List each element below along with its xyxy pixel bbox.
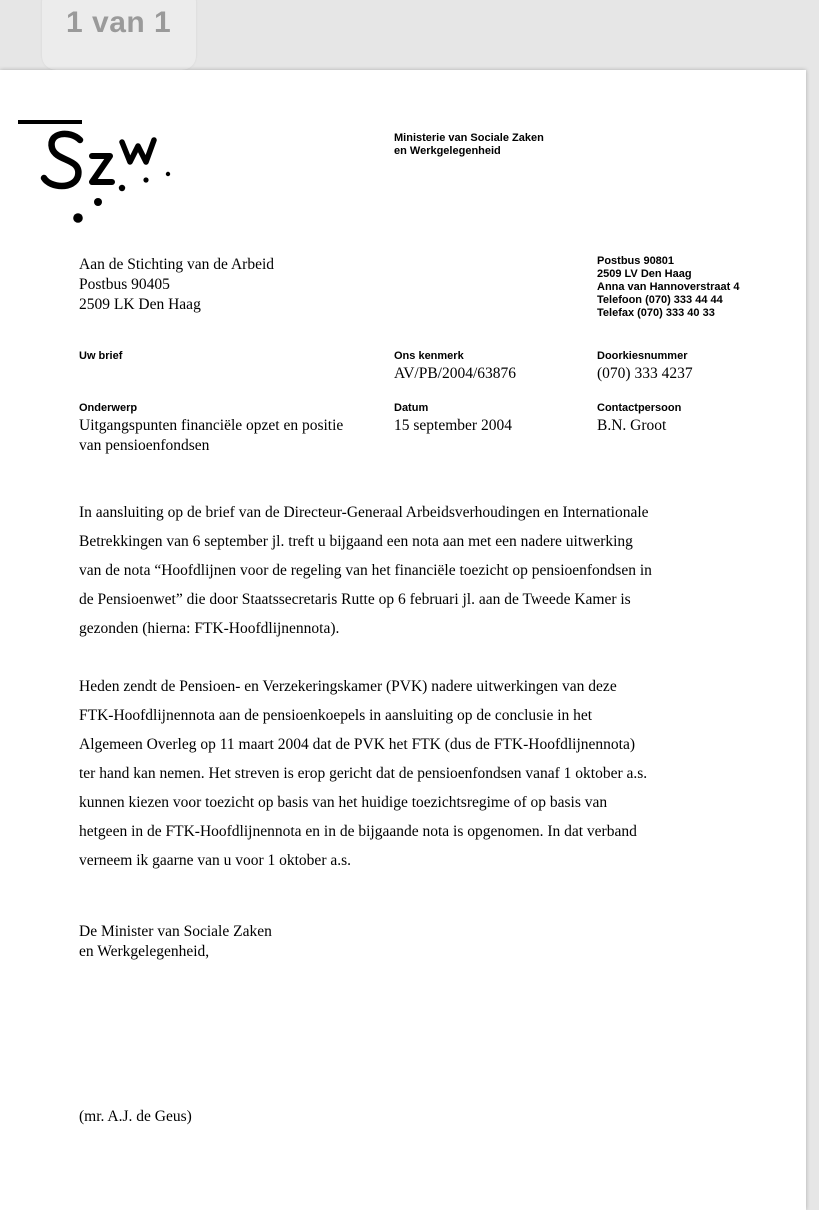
ons-kenmerk-label: Ons kenmerk <box>394 350 464 362</box>
letter-page <box>0 70 806 1210</box>
body-line: verneem ik gaarne van u voor 1 oktober a.s. <box>79 852 352 869</box>
sender-line: Telefoon (070) 333 44 44 <box>597 294 723 306</box>
doorkiesnummer-value: (070) 333 4237 <box>597 365 693 382</box>
sender-address <box>597 255 739 320</box>
body-line: de Pensioenwet” die door Staatssecretaris Rutte op 6 februari jl. aan de Tweede Kamer is <box>79 591 631 608</box>
page-indicator <box>42 0 196 70</box>
body-line: hetgeen in de FTK-Hoofdlijnennota en in de bijgaande nota is opgenomen. In dat verband <box>79 823 637 840</box>
ministry-header <box>394 132 544 158</box>
sender-line: Telefax (070) 333 40 33 <box>597 307 715 319</box>
body-line: FTK-Hoofdlijnennota aan de pensioenkoepels in aansluiting op de conclusie in het <box>79 707 593 724</box>
onderwerp-value <box>79 416 343 456</box>
szw-logo <box>18 118 183 228</box>
onderwerp-label: Onderwerp <box>79 402 138 414</box>
ministry-line: en Werkgelegenheid <box>394 145 501 157</box>
sender-line: Anna van Hannoverstraat 4 <box>597 281 740 293</box>
body-line: Heden zendt de Pensioen- en Verzekeringskamer (PVK) nadere uitwerkingen van deze <box>79 678 617 695</box>
body-line: Algemeen Overleg op 11 maart 2004 dat de PVK het FTK (dus de FTK-Hoofdlijnennota) <box>79 736 636 753</box>
onderwerp-line: van pensioenfondsen <box>79 437 210 454</box>
page-indicator-label: 1 van 1 <box>66 6 172 39</box>
doorkiesnummer-label: Doorkiesnummer <box>597 350 688 362</box>
contactpersoon-label: Contactpersoon <box>597 402 682 414</box>
sender-line: Postbus 90801 <box>597 255 675 267</box>
body-line: Betrekkingen van 6 september jl. treft u bijgaand een nota aan met een nadere uitwerking <box>79 533 633 550</box>
body-line: ter hand kan nemen. Het streven is erop gericht dat de pensioenfondsen vanaf 1 oktober a.s. <box>79 765 648 782</box>
body-paragraph-2 <box>79 672 719 875</box>
datum-label: Datum <box>394 402 429 414</box>
ons-kenmerk-value: AV/PB/2004/63876 <box>394 365 517 382</box>
body-line: In aansluiting op de brief van de Directeur-Generaal Arbeidsverhoudingen en Internationale <box>79 504 649 521</box>
onderwerp-line: Uitgangspunten financiële opzet en positie <box>79 417 344 434</box>
recipient-line: 2509 LK Den Haag <box>79 296 201 313</box>
datum-value: 15 september 2004 <box>394 417 512 434</box>
sender-line: 2509 LV Den Haag <box>597 268 692 280</box>
body-line: kunnen kiezen voor toezicht op basis van het huidige toezichtsregime of op basis van <box>79 794 608 811</box>
signatory-name: (mr. A.J. de Geus) <box>79 1108 192 1125</box>
recipient-line: Postbus 90405 <box>79 276 170 293</box>
szw-logo-graphic <box>18 118 183 228</box>
body-line: van de nota “Hoofdlijnen voor de regeling van het financiële toezicht op pensioenfondsen in <box>79 562 652 579</box>
body-line: gezonden (hierna: FTK-Hoofdlijnennota). <box>79 620 340 637</box>
recipient-line: Aan de Stichting van de Arbeid <box>79 256 274 273</box>
ministry-line: Ministerie van Sociale Zaken <box>394 132 544 144</box>
body-paragraph-1 <box>79 498 719 643</box>
contactpersoon-value: B.N. Groot <box>597 417 667 434</box>
closing-line: De Minister van Sociale Zaken <box>79 923 272 940</box>
closing-line: en Werkgelegenheid, <box>79 943 210 960</box>
uw-brief-label: Uw brief <box>79 350 123 362</box>
closing <box>79 922 272 962</box>
recipient-address <box>79 255 274 315</box>
